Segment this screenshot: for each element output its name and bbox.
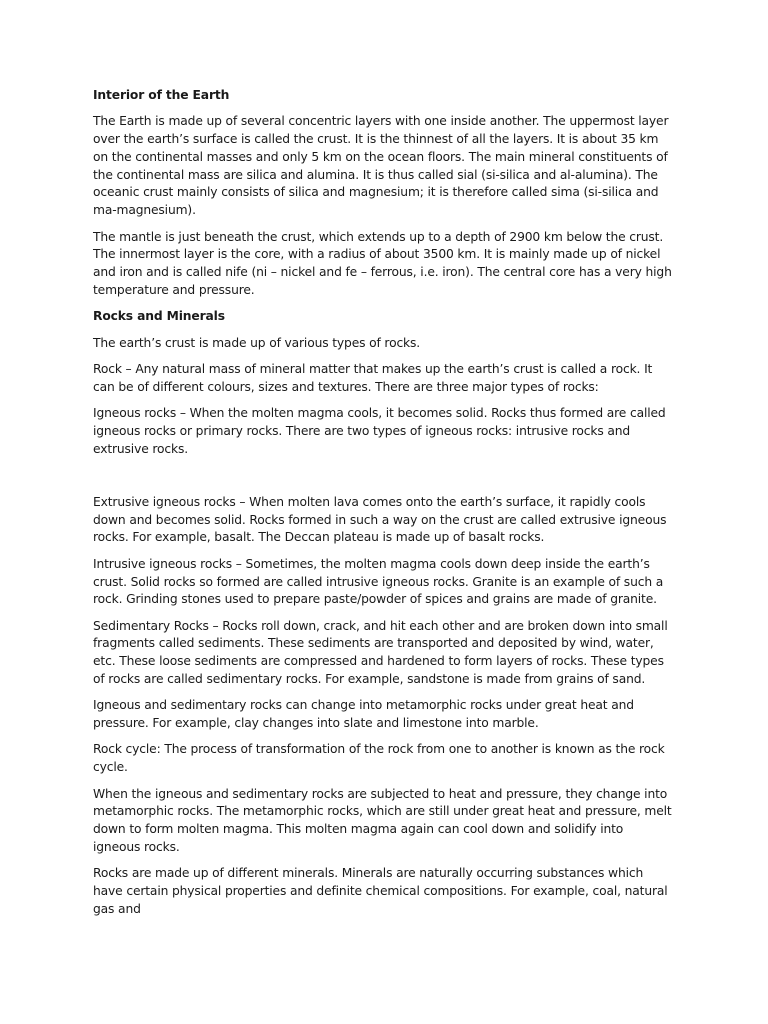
paragraph-minerals: Rocks are made up of different minerals. Minerals are naturally occurring substances which have certain physical properties and definite chemical compositions. For example, coal, natural gas and [93, 866, 668, 916]
paragraph-earth-layers: The Earth is made up of several concentric layers with one inside another. The uppermost layer over the earth’s surface is called the crust. It is the thinnest of all the layers. It is about 35 km on the continental masses and only 5 km on the ocean floors. The main mineral constituents of the continental mass are silica and alumina. It is thus called sial (si-silica and al-alumina). The oceanic crust mainly consists of silica and magnesium; it is therefore called sima (si-silica and ma-magnesium). [93, 114, 669, 218]
paragraph-crust-rocks: The earth’s crust is made up of various types of rocks. [93, 335, 421, 350]
heading-rocks-and-minerals: Rocks and Minerals [93, 309, 225, 324]
paragraph-intrusive-rocks: Intrusive igneous rocks – Sometimes, the molten magma cools down deep inside the earth’s crust. Solid rocks so formed are called intrusive igneous rocks. Granite is an example of such a rock. Grinding stones used to prepare paste/powder of spices and grains are made of granite. [93, 556, 664, 607]
heading-interior-of-earth: Interior of the Earth [93, 88, 230, 102]
document-page [93, 87, 673, 927]
paragraph-metamorphic-rocks: Igneous and sedimentary rocks can change into metamorphic rocks under great heat and pressure. For example, clay changes into slate and limestone into marble. [93, 698, 634, 731]
paragraph-rock-cycle: Rock cycle: The process of transformation of the rock from one to another is known as the rock cycle. [93, 742, 665, 775]
paragraph-extrusive-rocks: Extrusive igneous rocks – When molten lava comes onto the earth’s surface, it rapidly cools down and becomes solid. Rocks formed in such a way on the crust are called extrusive igneous rocks. For example, basalt. The Deccan plateau is made up of basalt rocks. [93, 494, 667, 545]
paragraph-rock-transformation: When the igneous and sedimentary rocks are subjected to heat and pressure, they change into metamorphic rocks. The metamorphic rocks, which are still under great heat and pressure, melt down to form molten magma. This molten magma again can cool down and solidify into igneous rocks. [93, 786, 672, 854]
paragraph-sedimentary-rocks: Sedimentary Rocks – Rocks roll down, crack, and hit each other and are broken down into small fragments called sediments. These sediments are transported and deposited by wind, water, etc. These loose sediments are compressed and hardened to form layers of rocks. These types of rocks are called sedimentary rocks. For example, sandstone is made from grains of sand. [93, 618, 668, 687]
paragraph-igneous-rocks: Igneous rocks – When the molten magma cools, it becomes solid. Rocks thus formed are called igneous rocks or primary rocks. There are two types of igneous rocks: intrusive rocks and extrusive rocks. [93, 405, 666, 456]
blank-spacer [93, 467, 673, 494]
paragraph-rock-definition: Rock – Any natural mass of mineral matter that makes up the earth’s crust is called a rock. It can be of different colours, sizes and textures. There are three major types of rocks: [93, 361, 653, 394]
paragraph-mantle-core: The mantle is just beneath the crust, which extends up to a depth of 2900 km below the crust. The innermost layer is the core, with a radius of about 3500 km. It is mainly made up of nickel and iron and is called nife (ni – nickel and fe – ferrous, i.e. iron). The central core has a very high temperature and pressure. [93, 229, 672, 297]
